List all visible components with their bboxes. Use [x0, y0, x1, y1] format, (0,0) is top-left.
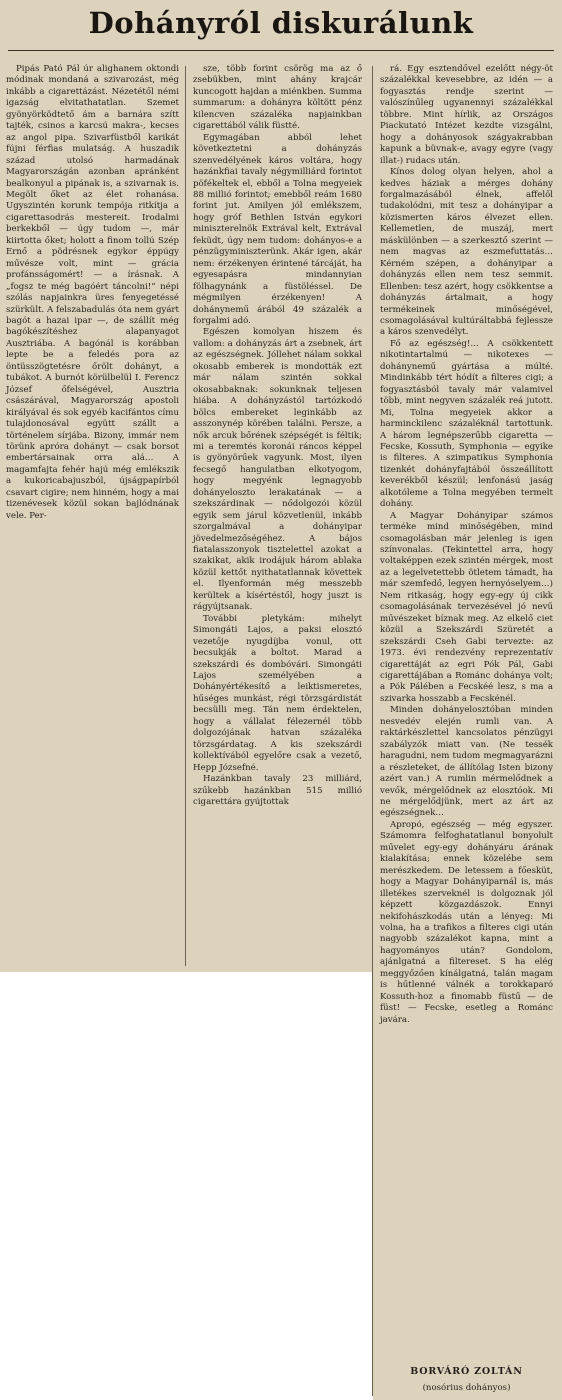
clipping-paper-right	[373, 972, 562, 1400]
article-column-3	[380, 64, 553, 1026]
paragraph: Minden dohányelosztóban minden nesvedév elején rumli van. A raktárkészlettel kancsolatos pénzügyi szabályzók miatt van. (Ne tessék haragudni, nem tudom megmagyarázni a részleteket, de állítólag Isten bizony azért van.) A rumlin mérmelődnek a vevők, mérgelődnek az elosztóok. Mi ne mérgelődjünk, mert az árt az egészségnek…	[380, 705, 553, 819]
author-note: (nosórius dohányos)	[422, 1383, 511, 1393]
paragraph: Egymagában abból lehet következtetni a dohányzás szenvedélyének káros voltára, hogy hazánkfiai tavaly négymilliárd forintot pöfékeltek el, ebből a Tolna megyeiek 88 millió forintot; emebből reám 1680 forint jut. Amilyen jól emlékszem, hogy gróf Bethlen István egykori miniszterelnök Extrával kelt, Extrával feküdt, úgy nem tudom: dohányos-e a pénzügyminiszterünk. Akár igen, akár nem: érzékenyen érintené tárcáját, ha egyesapásra mindannyian fölhagynánk a füstöléssel. De mégmilyen érzékenyen! A dohánynemű árából 49 százalék a forgalmi adó.	[193, 132, 362, 326]
article-column-2	[193, 64, 362, 808]
paragraph: sze, több forint csörög ma az ő zsebükben, mint ahány krajcár kuncogott hajdan a miénkben. Summa summarum: a dohányra költött pénz kilencven százaléka napjainkban cigarettából válik füstté.	[193, 64, 362, 132]
paragraph: Egészen komolyan hiszem és vallom: a dohányzás árt a zsebnek, árt az egészségnek. Jóllehet nálam sokkal okosabb emberek is mondották ezt már nálam szintén sokkal okosabbaknak: sokunknak teljesen hiába. A dohányzástól tartózkodó bölcs embereket leginkább az asszonynép körében találni. Persze, a nők arcuk bőrének szépségét is féltik; mi a teremtés koronái ráncos képpel is gyönyörűek vagyunk. Most, ilyen fecsegő hangulatban elkotyogom, hogy megyénk legnagyobb dohányeloszto lerakatának — a szekszárdinak — nődolgozói közül egyik sem járul közvetlenül, inkább szorgalmával a dohányipar jövedelmezőségéhez. A bájos fiatalasszonyok tisztelettel azokat a szakikat, akik irodájuk három ablaka közül kettőt nyithatatlannak követtek el. Ilyenformán még messzebb kerültek a kísértéstől, hogy juszt is rágyújtsanak.	[193, 327, 362, 613]
article-headline: Dohányról diskurálunk	[88, 6, 474, 40]
author-signature: BORVÁRÓ ZOLTÁN	[410, 1366, 523, 1377]
paragraph: Pipás Pató Pál úr alighanem oktondi módinak mondaná a szivarozást, még inkább a cigarettázást. Nézetétől némi igazság elvitathatatlan. Szemet gyönyörködtető ám a barnára szítt tajték, csinos a karcsú makra-, kecses az angol pipa. Szivarfüstből karikát fújni férfias mulatság. A huszadik század utolsó harmadának Magyarországán azonban apránként bealkonyul a pipának is, a szivarnak is. Megölt őket az élet rohanása. Ugyszintén korunk tempója ritkítja a cigarettasodrás mestereit. Irodalmi berkekből — úgy tudom —, már kiirtotta őket; holott a finom tollú Szép Ernő a pödrésnek egykor éppúgy művésze volt, mint — grácia profánsságomért! — a írásnak. A „fogsz te még bagóért táncolni!” népi szólás napjainkra üres fenyegetéssé szürkült. A felszabadulás óta nem gyárt bagót a hazai ipar —, de szállít még bagókészítéshez alapanyagot Ausztriába. A bagónál is korábban lepte be a feledés pora az öntüsszögtetésre őrölt dohányt, a tubákot. A burnót körülbelül I. Ferencz József őfelségével, Ausztria császárával, Magyarország apostoli királyával és sok egyéb kacifántos címu tulajdonosával együtt szállt a történelem sírjába. Bizony, immár nem törünk apróra dohányt — csak borsot embertársainak orra alá… A magamfajta fehér hajú még emlékszik a kukoricabajuszból, újságpapírból csavart cigire; nem hinném, hogy a mai tizenévesek közül sokan bajlódnának vele. Per-	[6, 64, 179, 521]
paragraph: rá. Egy esztendővel ezelőtt négy-öt százalékkal kevesebbre, az idén — a fogyasztás rendje szerint — valószínűleg ugyanennyi százalékkal többre. Mint hírlik, az Országos Piackutató Intézet kezdte vizsgálni, hogy a dohányosok szágyakrabban kapunk a büvnak-e, avagy egyre (vagy illat-) rudacs után.	[380, 64, 553, 166]
paragraph: Kínos dolog olyan helyen, ahol a kedves háziak a mérges dohány forgalmazásából élnek, affelől tudakolódni, mit tesz a dohányipar a közismerten káros élvezet ellen. Kellemetlen, de muszáj, mert máskülönben — a szerkesztő szerint — nem magvas az eszmefuttatás… Kérném szépen, a dohányipar a dohányzás ellen nem tesz semmit. Ellenben: tesz azért, hogy csökkentse a dohányzás ártalmait, a hogy termékeinek minőségével, csomagolásával kultúráltabbá fejlessze a káros szenvedélyt.	[380, 167, 553, 338]
paragraph: A Magyar Dohányipar számos terméke mind minőségében, mind csomagolásban már jelenleg is igen színvonalas. (Tekintettel arra, hogy voltaképpen ezek szintén mérgek, most az a legelvetettebb ötletem támadt, ha már szemfedő, legyen hernyóselyem…) Nem ritkaság, hogy egy-egy új cikk csomagolásának tervezésével jó nevű művészeket bíznak meg. Az elkelő ciet közül a Szekszárdi Szüretét a szekszárdi Cseh Gabi tervezte: az 1973. évi rendezvény reprezentatív cigarettáját az egri Pók Pál, Gabi cigarettájában a Románc dohánya volt; a Pók Pálében a Fecskéé lesz, s ma a szivarka hosszabb a Fecskénél.	[380, 510, 553, 704]
paragraph: További pletykám: mihelyt Simongáti Lajos, a paksi elosztó vezetője nyugdíjba vonul, ott becsukják a boltot. Marad a szekszárdi és dombóvári. Simongáti Lajos személyében a Dohányértékesítő a leiktismeretes, hűséges munkást, régi törzsgárdistát becsülli meg. Tán nem érdektelen, hogy a vállalat félezernél több dolgozójának hatvan százaléka törzsgárdatag. A kis szekszárdi kollektívából egyelőre csak a vezető, Hepp Józsefné.	[193, 613, 362, 773]
paragraph: Hazánkban tavaly 23 milliárd, szűkebb hazánkban 515 millió cigarettára gyújtottak	[193, 774, 362, 807]
paragraph: Apropó, egészség — még egyszer. Számomra felfoghatatlanul bonyolult művelet egy-egy dohányáru árának kialakítása; ennek közelébe sem merészkedem. De letessem a főesküt, hogy a Magyar Dohányiparnál is, más illetékes szerveknél is dolgoznak jól képzett közgazdászok. Ennyi nekifohászkodás után a lényeg: Mi volna, ha a trafikos a filteres cigi után nagyobb százalékot kapna, mint a hagyományos után? Gondolom, ajánlgatná a filtereset. S ha elég meggyőzően kínálgatná, talán magam is hűtlenné válnék a torokkaparó Kossuth-hoz a finomabb füstű — de füst! — Fecske, esetleg a Románc javára.	[380, 819, 553, 1025]
article-column-1	[6, 64, 179, 522]
paragraph: Fő az egészség!… A csökkentett nikotintartalmú — nikotexes — dohánynemű gyártása a múlté. Mindinkább tért hódít a filteres cigi; a fogyasztásból tavaly már valamivel több, mint negyven százalék reá jutott. Mi, Tolna megyeiek akkor a harminckilenc százaléknál tartottunk. A három legnépszerűbb cigaretta — Fecske, Kossuth, Symphonia — egyike is filteres. A szimpatikus Symphonia tizenkét dohányfajtából összeállított keverékből készül; lenfonású jaság alkotóleme a Tolna megyében termelt dohány.	[380, 338, 553, 510]
headline-rule	[8, 50, 554, 51]
column-divider-1	[185, 66, 186, 966]
column-divider-2	[372, 66, 373, 1396]
